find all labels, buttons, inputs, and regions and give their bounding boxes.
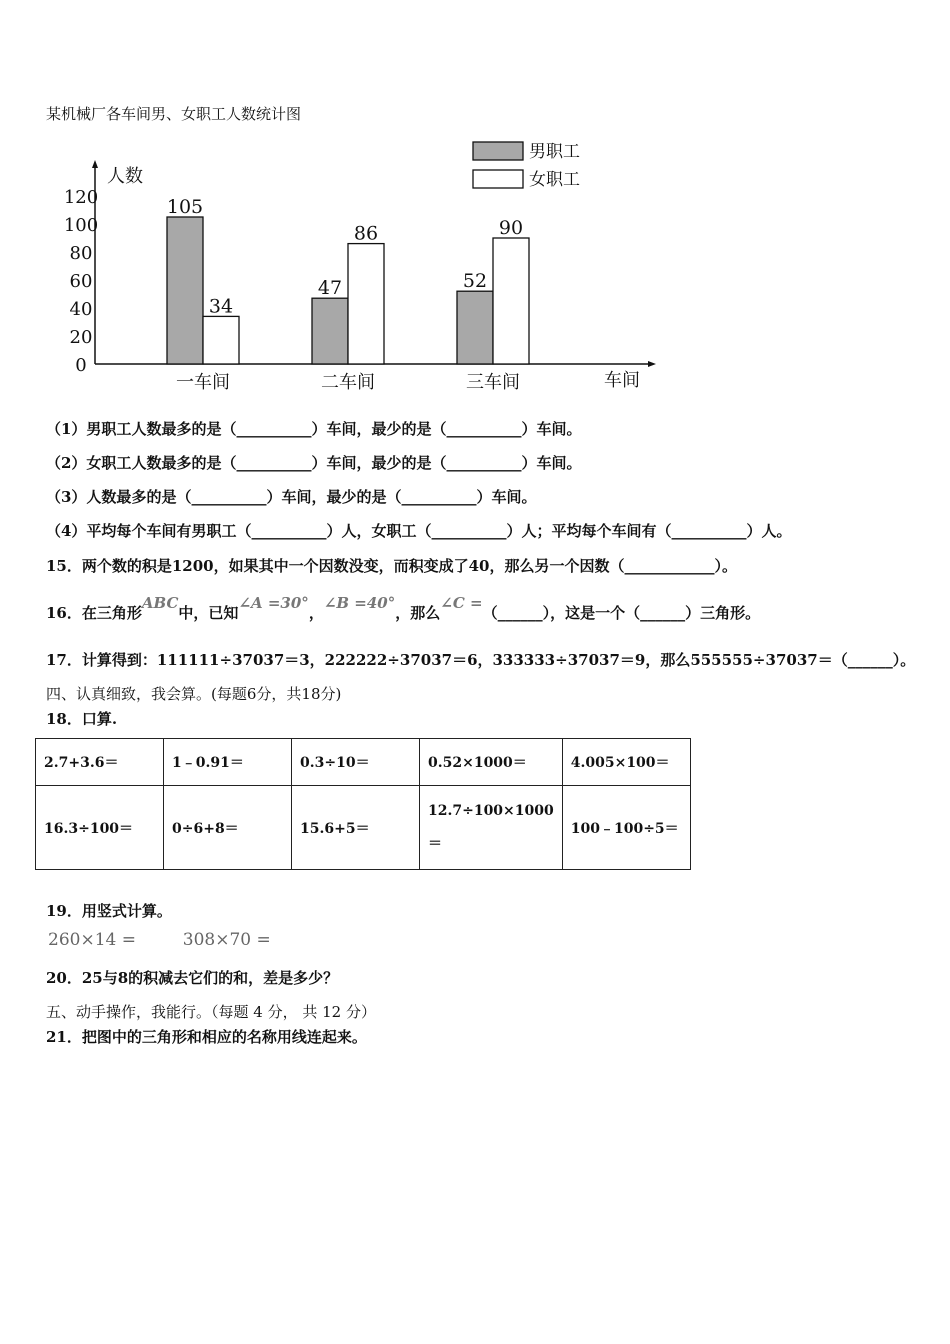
vertical-calc-2: 308×70 = xyxy=(182,930,271,950)
bar xyxy=(203,316,239,364)
y-axis-label: 人数 xyxy=(107,166,143,187)
mental-math-table xyxy=(35,738,691,870)
y-tick-label: 20 xyxy=(69,327,93,348)
bar-value-label: 52 xyxy=(462,270,488,293)
x-tick-label: 二车间 xyxy=(321,372,375,393)
question-20: 20．25与8的积减去它们的和，差是多少？ xyxy=(46,969,339,987)
question-21: 21．把图中的三角形和相应的名称用线连起来。 xyxy=(46,1028,367,1046)
calc-cell: 2.7+3.6＝ xyxy=(36,739,164,786)
calc-cell: 1﹣0.91＝ xyxy=(164,739,292,786)
legend-label: 男职工 xyxy=(529,142,580,162)
question-19: 19．用竖式计算。 xyxy=(46,902,172,920)
q16-angle-a: ∠A =30° xyxy=(238,594,309,612)
q16-text-d: （______），这是一个（______）三角形。 xyxy=(482,604,761,622)
bar xyxy=(457,291,493,364)
vertical-calc-1: 260×14 = xyxy=(48,930,136,950)
q16-text-c: ，那么 xyxy=(395,604,441,622)
bar xyxy=(348,244,384,364)
vertical-calc-expressions xyxy=(48,930,271,950)
table-row xyxy=(36,786,691,870)
y-tick-label: 0 xyxy=(75,355,87,376)
y-tick-label: 80 xyxy=(69,243,93,264)
chart-title: 某机械厂各车间男、女职工人数统计图 xyxy=(46,105,302,123)
x-axis-label: 车间 xyxy=(604,370,640,391)
bar-value-label: 86 xyxy=(353,222,379,245)
bar-chart xyxy=(40,130,660,400)
question-15: 15．两个数的积是1200，如果其中一个因数没变，而积变成了40，那么另一个因数（____________）。 xyxy=(46,557,737,575)
x-axis-arrow xyxy=(648,361,656,367)
q16-angle-b: ∠B =40° xyxy=(323,594,396,612)
calc-cell: 0.52×1000＝ xyxy=(420,739,563,786)
calc-cell-line2: ＝ xyxy=(428,835,442,852)
question-16 xyxy=(46,594,761,623)
bar xyxy=(167,217,203,364)
question-4: （4）平均每个车间有男职工（__________）人，女职工（__________）人；平均每个车间有（__________）人。 xyxy=(46,522,792,540)
calc-cell: 0.3÷10＝ xyxy=(292,739,420,786)
y-tick-label: 100 xyxy=(63,215,99,236)
legend-swatch xyxy=(473,142,523,160)
question-18: 18．口算. xyxy=(46,710,118,728)
bar-value-label: 34 xyxy=(208,295,234,318)
question-1: （1）男职工人数最多的是（__________）车间，最少的是（__________）车间。 xyxy=(46,420,582,438)
q16-text-b: 中，已知 xyxy=(178,604,239,622)
calc-cell-multiline xyxy=(420,786,563,870)
q16-comma: ， xyxy=(308,604,324,622)
calc-cell: 15.6+5＝ xyxy=(292,786,420,870)
q16-angle-c: ∠C = xyxy=(440,594,483,612)
y-tick-label: 120 xyxy=(63,187,99,208)
bar-value-label: 90 xyxy=(498,217,524,239)
question-3: （3）人数最多的是（__________）车间，最少的是（__________）车间。 xyxy=(46,488,537,506)
calc-cell: 4.005×100＝ xyxy=(562,739,690,786)
calc-cell-line1: 12.7÷100×1000 xyxy=(428,802,554,819)
table-row xyxy=(36,739,691,786)
x-tick-label: 三车间 xyxy=(466,372,520,393)
question-17: 17．计算得到：111111÷37037＝3，222222÷37037＝6，333333÷37037＝9，那么555555÷37037＝（______）。 xyxy=(46,651,916,669)
x-tick-label: 一车间 xyxy=(176,372,230,393)
section-5-heading: 五、动手操作，我能行。（每题 4 分， 共 12 分） xyxy=(46,1003,376,1021)
bar xyxy=(312,298,348,364)
q16-text-a: 16．在三角形 xyxy=(46,604,142,622)
section-4-heading: 四、认真细致，我会算。(每题6分，共18分) xyxy=(46,685,342,703)
calc-cell: 100﹣100÷5＝ xyxy=(562,786,690,870)
calc-cell: 16.3÷100＝ xyxy=(36,786,164,870)
calc-cell: 0÷6+8＝ xyxy=(164,786,292,870)
bar xyxy=(493,238,529,364)
question-2: （2）女职工人数最多的是（__________）车间，最少的是（__________）车间。 xyxy=(46,454,582,472)
bar-value-label: 105 xyxy=(166,196,204,218)
legend-label: 女职工 xyxy=(529,170,580,190)
bar-value-label: 47 xyxy=(317,277,343,300)
legend-swatch xyxy=(473,170,523,188)
q16-triangle-abc: ABC xyxy=(141,594,179,612)
y-tick-label: 60 xyxy=(69,271,93,292)
y-tick-label: 40 xyxy=(69,299,93,320)
y-axis-arrow xyxy=(92,160,98,168)
